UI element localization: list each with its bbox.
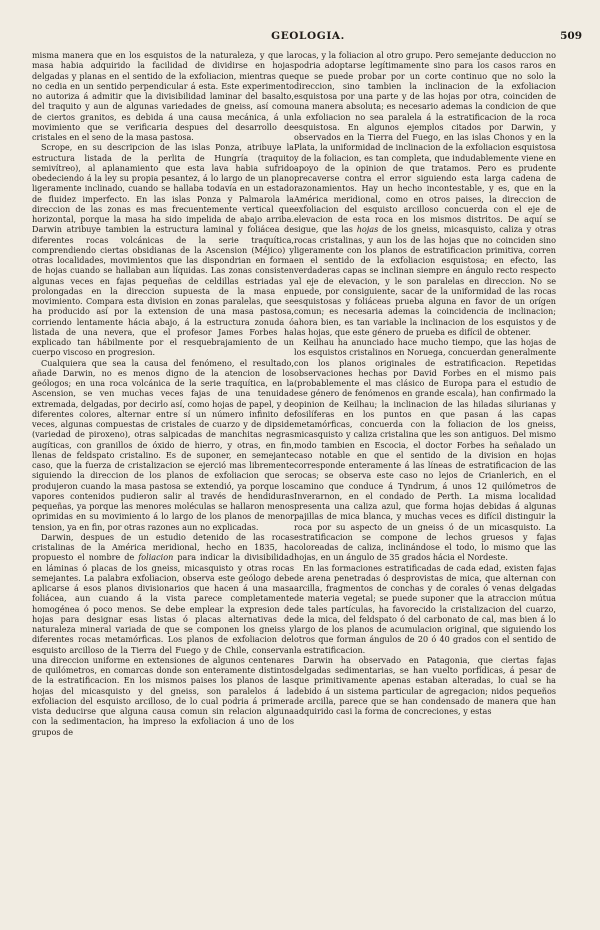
paragraph: Darwin, despues de un estudio detenido de las rocas cristalinas de la América meridional, hecho en 1835, ha propuesto el nombre de foliacion para indicar la divisibilidad en láminas ó placas de los gneiss, micasquisto y otras rocas semejantes. La palabra exfoliacion, observa este geólogo debe aplicarse á esos planos divisionarios que hacen á una masa foliácea, aun cuando á la vista parece completamente homogénea ó poco menos. Se debe emplear la expresion de hojas para designar esas listas ó placas alternativas de naturaleza mineral variada de que se componen los gneiss y diferentes rocas metamórficas. Los planos de exfoliacion del esquisto arcilloso de la Tierra del Fuego y de Chile, conservan una direccion uniforme en extensiones de algunos centenares de quilómetros, en comarcas donde son enteramente distintos de la estratificacion. En los mismos paises los planos de las hojas del micasquisto y del gneiss, son paralelos á la exfoliacion del esquisto arcilloso, de lo cual podria á primera vista deducirse que alguna causa comun sin relacion alguna con la sedimentacion, ha impreso la exfoliacion á uno de los grupos de <box>32 531 294 737</box>
paragraph: Cualquiera que sea la causa del fenómeno, el resultado, añade Darwin, no es menos digno de la atencion de los geólogos; en una roca volcánica de la serie traquítica, en la Ascension, se ven muchas veces fajas de una tenuidad extremada, delgadas, por decirlo así, como hojas de papel, y de diferentes colores, alternar entre sí un número infinito de veces, algunas compuestas de cristales de cuarzo y de dipside (variedad de piroxeno), otras salpicadas de manchitas negras augíticas, con granillos de óxido de hierro, y otras, en fin, llenas de feldspato cristalino. Es de suponer, en semejante caso, que la fuerza de cristalizacion se ejerció mas libremente siguiendo la direccion de los planos de exfoliacion que se produjeron cuando la masa pastosa se extendió, ya porque los vapores contenidos pudieron salir al través de hendiduras pequeñas, ya porque las menores moléculas se hallaron menos oprimidas en su movimiento á lo largo de los planos de menor tension, ya en fin, por otras razones aun no explicadas. <box>32 357 294 532</box>
running-header <box>34 30 582 46</box>
page-number: 509 <box>560 30 582 42</box>
paragraph: Darwin ha observado en Patagonia, que ciertas fajas delgadas sedimentarias, se han vuelto porfídicas, á pesar de que primitivamente apenas estaban alteradas, lo cual se ha debido á un sistema particular de agregacion; nidos pequeños de arcilla, parece que se han condensado de manera que han adquirido casi la forma de concreciones, y estas <box>294 654 556 716</box>
paragraph: Scrope, en su descripcion de las islas Ponza, atribuye la estructura listada de la perlita de Hungría (traquito semivítreo), al aplanamiento que esta lava habia sufrido obedeciendo á la ley su propia pesantez, á lo largo de un plano ligeramente inclinado, cuando se hallaba todavía en un estado de fluidez imperfecto. En las islas Ponza y Palmarola la direccion de las zonas es mas frecuentemente vertical que horizontal, porque la masa ha sido impelida de abajo arriba. Darwin atribuye tambien la estructura laminal y foliácea de diferentes rocas volcánicas de la serie traquítica, comprendiendo ciertas obsidianas de la Ascension (Méjico) y otras localidades, movimientos que las dispondrian en forma de hojas cuando se hallaban aun líquidas. Las zonas consisten algunas veces en fajas pequeñas de celdillas estriadas y prolongadas en la direccion supuesta de la masa en movimiento. Compara esta division en zonas paralelas, que se ha producido así por la extension de una masa pastosa, corriendo lentamente hácia abajo, á la estructura zonuda ó listada de una nevera, que el profesor James Forbes ha explicado tan hábilmente por el resquebrajamiento de un cuerpo viscoso en progresion. <box>32 142 294 358</box>
italic-term: foliacion <box>138 552 174 563</box>
right-column <box>294 50 556 716</box>
paragraph: En las formaciones estratificadas de cada edad, existen fajas de arena penetradas ó desprovistas de mica, que alternan con arcilla, fragmentos de conchas y de corales ó venas delgadas de materia vegetal; se puede suponer que la atraccion mútua de tales partículas, ha favorecido la cristalizacion del cuarzo, de la mica, del feldspato ó del carbonato de cal, mas bien á lo largo de los planos de acumulacion original, que siguiendo los otros que forman ángulos de 20 ó 40 grados con el sentido de la estratificacion. <box>294 562 556 655</box>
left-column <box>32 50 294 737</box>
paragraph: rocas, y la foliacion al otro grupo. Pero semejante deduccion no podria adoptarse legítimamente sino para los casos raros en que se puede probar por un corte continuo que no solo la direccion, sino tambien la inclinacion de la exfoliacion esquistosa por una parte y de las hojas por otra, coinciden de una manera absoluta; es necesario ademas la condicion de que la exfoliacion no sea paralela á la estratificacion de la roca esquistosa. En algunos ejemplos citados por Darwin, y observados en la Tierra del Fuego, en las islas Chonos y en la Plata, la uniformidad de inclinacion de la exfoliacion esquistosa y de la foliacion, es tan completa, que indudablemente viene en apoyo de la opinion de que tratamos. Pero es prudente precaverse contra el error siguiendo esta larga cadena de razonamientos. Hay un hecho incontestable, y es, que en la América meridional, como en otros paises, la direccion de exfoliacion del esquisto arcilloso concuerda con el eje de elevacion de esta roca en los mismos distritos. De aquí se sigue, que las hojas de los gneiss, micasquisto, caliza y otras rocas cristalinas, y aun los de las hojas que no coinciden sino ligeramente con los planos de estratificacion primitiva, corren en el sentido de la exfoliacion esquistosa; en efecto, las verdaderas capas se inclinan siempre en ángulo recto respecto al eje de elevacion, y le son paralelas en direccion. No se puede, por consiguiente, sacar de la uniformidad de las rocas esquistosas y foliáceas prueba alguna en favor de un orígen comun; es necesaria ademas la coincidencia de inclinacion; ahora bien, es tan variable la inclinacion de los esquistos y de las hojas, que este género de prueba es difícil de obtener. <box>294 50 557 337</box>
paragraph: misma manera que en los esquistos de la naturaleza, y que la masa habia adquirido la facilidad de dividirse en hojas delgadas y planas en el sentido de la exfoliacion, mientras que no cedia en un sentido perpendicular á esta. Este experimento no autoriza á admitir que la divisibilidad laminar del basalto, del traquito y aun de algunas variedades de gneiss, así como de ciertos granitos, es debida á una causa mecánica, á un movimiento que se verificaria despues del desarrollo de cristales en el seno de la masa pastosa. <box>32 50 294 142</box>
section-title: GEOLOGIA. <box>271 30 345 42</box>
italic-term: hojas <box>356 224 379 235</box>
paragraph: Keilhau ha anunciado hace mucho tiempo, que las hojas de los esquistos cristalinos en Noruega, concuerdan generalmente con los planos originales de estratificacion. Repetidas observaciones hechas por David Forbes en el mismo pais (probablemente el mas clásico de Europa para el estudio de ese género de fenómenos en grande escala), han confirmado la opinion de Keilhau; la inclinacion de las hiladas silurianas y fosilíferas en los puntos en que pasan á las capas metamórficas, concuerda con la foliacion de los gneiss, micasquisto y caliza cristalina que les son antiguos. Del mismo modo tambien en Escocia, el doctor Forbes ha señalado un caso notable en que el sentido de la division en hojas corresponde enteramente á las líneas de estratificacion de las rocas; se observa este caso no lejos de Crianlerich, en el camino que conduce á Tyndrum, á unos 12 quilómetros de Inverarnon, en el condado de Perth. La misma localidad presenta una caliza azul, que forma hojas debidas á algunas pajillas de mica blanca, y muchas veces es difícil distinguir la roca por su aspecto de un gneiss ó de un micasquisto. La estratificacion se compone de lechos gruesos y fajas coloreadas de caliza, inclinándose el todo, lo mismo que las hojas, en un ángulo de 35 grados hácia el Nordeste. <box>294 337 556 563</box>
